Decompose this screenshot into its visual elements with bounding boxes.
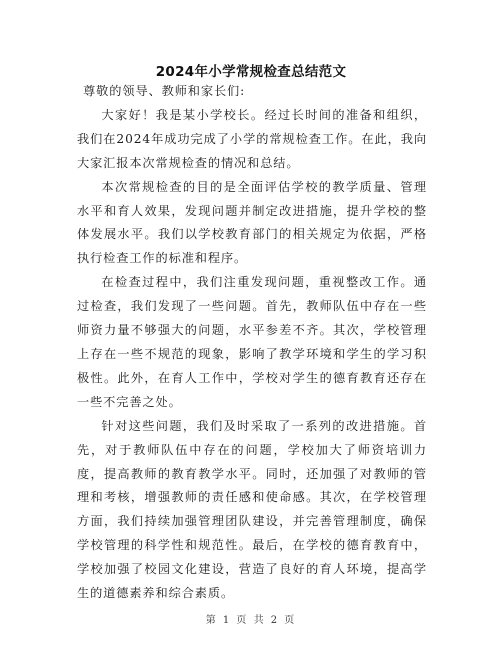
document-body (77, 80, 427, 606)
paragraph-findings: 在检查过程中，我们注重发现问题，重视整改工作。通过检查，我们发现了一些问题。首先，教师队伍中存在一些师资力量不够强大的问题，水平参差不齐。其次，学校管理上存在一些不规范的现象，影响了教学环境和学生的学习积极性。此外，在育人工作中，学校对学生的德育教育还存在一些不完善之处。 (77, 275, 427, 409)
paragraph-intro: 大家好！我是某小学校长。经过长时间的准备和组织，我们在2024年成功完成了小学的常规检查工作。在此，我向大家汇报本次常规检查的情况和总结。 (77, 107, 427, 170)
paragraph-purpose: 本次常规检查的目的是全面评估学校的教学质量、管理水平和育人效果，发现问题并制定改进措施，提升学校的整体发展水平。我们以学校教育部门的相关规定为依据，严格执行检查工作的标准和程序。 (77, 179, 427, 266)
greeting-line: 尊敬的领导、教师和家长们: (83, 84, 246, 98)
document-title: 2024年小学常规检查总结范文 (155, 64, 347, 80)
page-number-footer: 第 1 页 共 2 页 (205, 615, 297, 626)
paragraph-measures: 针对这些问题，我们及时采取了一系列的改进措施。首先，对于教师队伍中存在的问题，学校加大了师资培训力度，提高教师的教育教学水平。同时，还加强了对教师的管理和考核，增强教师的责任感和使命感。其次，在学校管理方面，我们持续加强管理团队建设，并完善管理制度，确保学校管理的科学性和规范性。最后，在学校的德育教育中，学校加强了校园文化建设，营造了良好的育人环境，提高学生的道德素养和综合素质。 (77, 418, 427, 601)
